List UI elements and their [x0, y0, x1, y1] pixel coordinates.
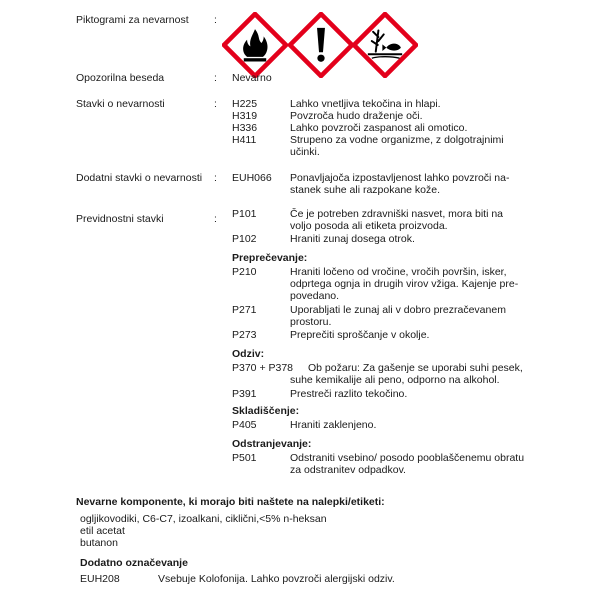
precautionary-text: Odstraniti vsebino/ posodo pooblaščenemu obratu [290, 452, 525, 464]
supplementary-text: stanek suhe ali razpokane kože. [290, 184, 441, 196]
exclamation-mark-icon [288, 12, 354, 78]
signal-word-label: Opozorilna beseda [76, 72, 165, 84]
pictograms-label: Piktogrami za nevarnost [76, 14, 189, 26]
component-item: etil acetat [80, 525, 125, 537]
precautionary-text: Hraniti zaklenjeno. [290, 419, 377, 431]
precautionary-text: povedano. [290, 290, 340, 302]
precautionary-code: P501 [232, 452, 257, 464]
hazard-text: Strupeno za vodne organizme, z dolgotrajnimi [290, 134, 504, 146]
precautionary-text: odprtega ognja in drugih virov vžiga. Kajenje pre- [290, 278, 519, 290]
precautionary-code: P102 [232, 233, 257, 245]
supplementary-text: Ponavljajoča izpostavljenost lahko povzroči na- [290, 172, 510, 184]
colon: : [214, 14, 217, 26]
precautionary-text: Prestreči razlito tekočino. [290, 388, 408, 400]
additional-heading: Dodatno označevanje [80, 557, 188, 569]
additional-text: Vsebuje Kolofonija. Lahko povzroči alergijski odziv. [158, 573, 395, 585]
hazard-code: H336 [232, 122, 258, 134]
colon: : [214, 213, 217, 225]
hazard-code: H319 [232, 110, 258, 122]
precautionary-label: Previdnostni stavki [76, 213, 164, 225]
prevention-heading: Preprečevanje: [232, 252, 308, 264]
precautionary-text: Hraniti zunaj dosega otrok. [290, 233, 415, 245]
precautionary-code: P405 [232, 419, 257, 431]
hazard-text: Lahko povzroči zaspanost ali omotico. [290, 122, 468, 134]
disposal-heading: Odstranjevanje: [232, 438, 312, 450]
precautionary-text: prostoru. [290, 316, 332, 328]
precautionary-code: P210 [232, 266, 257, 278]
hazard-text: učinki. [290, 146, 320, 158]
precautionary-code: P273 [232, 329, 257, 341]
component-item: butanon [80, 537, 118, 549]
precautionary-text: Uporabljati le zunaj ali v dobro prezračevanem [290, 304, 506, 316]
precautionary-text: Preprečiti sproščanje v okolje. [290, 329, 430, 341]
precautionary-text: Ob požaru: Za gašenje se uporabi suhi pesek, [308, 362, 523, 374]
precautionary-text: suhe kemikalije ali peno, odporno na alkohol. [290, 374, 500, 386]
hazard-statements-label: Stavki o nevarnosti [76, 98, 165, 110]
precautionary-text: Če je potreben zdravniški nasvet, mora biti na [290, 208, 504, 220]
hazard-code: H411 [232, 134, 257, 146]
signal-word-value: Nevarno [232, 72, 272, 84]
components-heading: Nevarne komponente, ki morajo biti naštete na nalepki/etiketi: [76, 496, 385, 508]
supplementary-label: Dodatni stavki o nevarnosti [76, 172, 203, 184]
precautionary-text: za odstranitev odpadkov. [290, 464, 406, 476]
precautionary-code: P271 [232, 304, 257, 316]
precautionary-text: Hraniti ločeno od vročine, vročih površin, isker, [290, 266, 507, 278]
environment-icon [352, 12, 418, 78]
precautionary-code: P370 + P378 [232, 362, 294, 374]
response-heading: Odziv: [232, 348, 265, 360]
hazard-text: Povzroča hudo draženje oči. [290, 110, 423, 122]
hazard-text: Lahko vnetljiva tekočina in hlapi. [290, 98, 441, 110]
flame-icon [222, 12, 288, 78]
colon: : [214, 98, 217, 110]
supplementary-code: EUH066 [232, 172, 272, 184]
component-item: ogljikovodiki, C6-C7, izoalkani, ciklični,<5% n-heksan [80, 513, 327, 525]
precautionary-code: P391 [232, 388, 257, 400]
precautionary-text: voljo posoda ali etiketa proizvoda. [290, 220, 448, 232]
precautionary-code: P101 [232, 208, 257, 220]
additional-code: EUH208 [80, 573, 120, 585]
colon: : [214, 172, 217, 184]
colon: : [214, 72, 217, 84]
hazard-code: H225 [232, 98, 258, 110]
storage-heading: Skladiščenje: [232, 405, 300, 417]
